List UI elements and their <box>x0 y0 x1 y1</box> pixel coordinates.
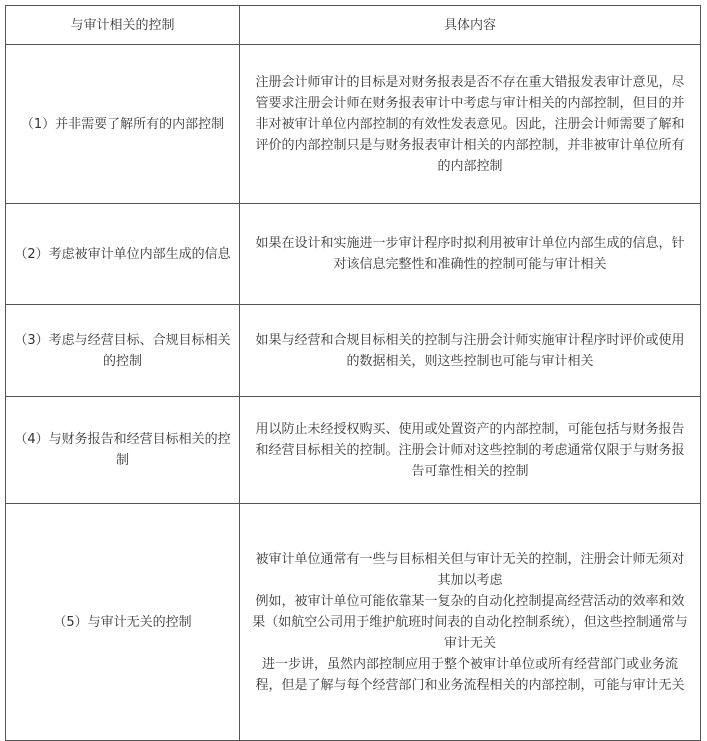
content-paragraph: 被审计单位通常有一些与目标相关但与审计无关的控制，注册会计师无须对其加以考虑 <box>255 551 685 588</box>
table-row <box>6 305 701 397</box>
content-cell <box>240 45 701 204</box>
table-header-row <box>6 6 701 45</box>
control-type-cell: （3）考虑与经营目标、合规目标相关的控制 <box>6 305 240 397</box>
control-type-cell: （4）与财务报告和经营目标相关的控制 <box>6 397 240 504</box>
content-cell <box>240 204 701 305</box>
content-cell <box>240 504 701 741</box>
table-row <box>6 504 701 741</box>
content-paragraph: 如果在设计和实施进一步审计程序时拟利用被审计单位内部生成的信息，针对该信息完整性和准确性的控制可能与审计相关 <box>255 236 685 272</box>
header-right: 具体内容 <box>240 6 701 45</box>
content-paragraph: 例如，被审计单位可能依靠某一复杂的自动化控制提高经营活动的效率和效果（如航空公司用于维护航班时间表的自动化控制系统），但这些控制通常与审计无关 <box>252 593 688 651</box>
content-paragraph: 用以防止未经授权购买、使用或处置资产的内部控制，可能包括与财务报告和经营目标相关的控制。注册会计师对这些控制的考虑通常仅限于与财务报告可靠性相关的控制 <box>255 421 685 479</box>
control-type-cell: （1）并非需要了解所有的内部控制 <box>6 45 240 204</box>
content-paragraph: 如果与经营和合规目标相关的控制与注册会计师实施审计程序时评价或使用的数据相关，则这些控制也可能与审计相关 <box>255 332 685 369</box>
header-left: 与审计相关的控制 <box>6 6 240 45</box>
control-type-cell: （5）与审计无关的控制 <box>6 504 240 741</box>
table-row <box>6 204 701 305</box>
content-cell <box>240 305 701 397</box>
content-paragraph: 进一步讲，虽然内部控制应用于整个被审计单位或所有经营部门或业务流程，但是了解与每个经营部门和业务流程相关的内部控制，可能与审计无关 <box>255 656 685 693</box>
table-row <box>6 397 701 504</box>
audit-control-table <box>5 5 701 741</box>
content-paragraph: 注册会计师审计的目标是对财务报表是否不存在重大错报发表审计意见，尽管要求注册会计师在财务报表审计中考虑与审计相关的内部控制，但目的并非对被审计单位内部控制的有效性发表意见。因此，注册会计师需要了解和评价的内部控制只是与财务报表审计相关的内部控制，并非被审计单位所有的内部控制 <box>255 74 685 174</box>
table-row <box>6 45 701 204</box>
control-type-cell: （2）考虑被审计单位内部生成的信息 <box>6 204 240 305</box>
content-cell <box>240 397 701 504</box>
